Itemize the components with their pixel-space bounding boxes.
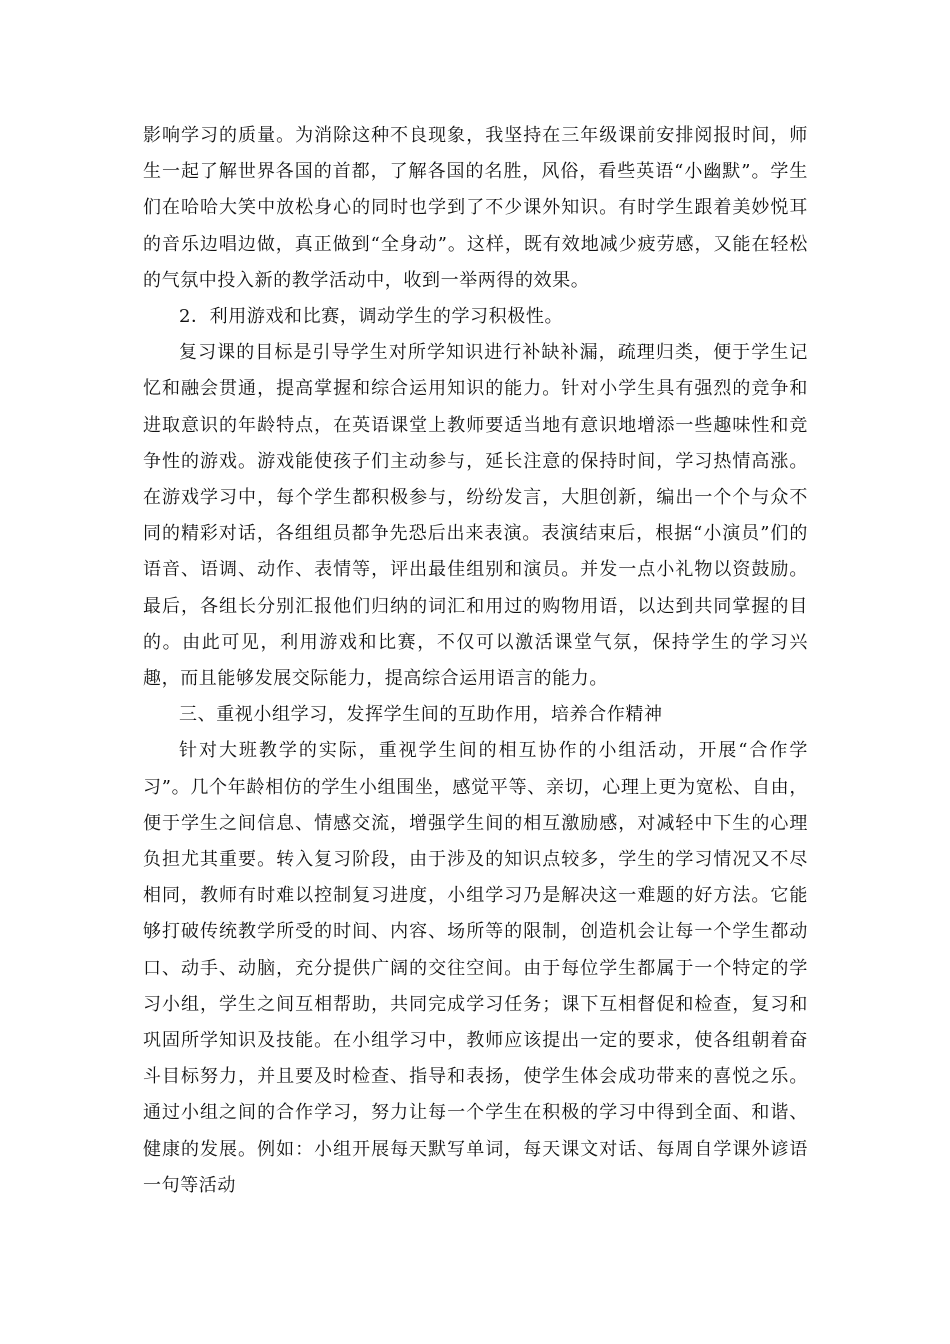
paragraph-cooperative-learning: 针对大班教学的实际，重视学生间的相互协作的小组活动，开展“合作学习”。几个年龄相仿的学生小组围坐，感觉平等、亲切，心理上更为宽松、自由，便于学生之间信息、情感交流，增强学生间的相互激励感，对减轻中下生的心理负担尤其重要。转入复习阶段，由于涉及的知识点较多，学生的学习情况又不尽相同，教师有时难以控制复习进度，小组学习乃是解决这一难题的好方法。它能够打破传统教学所受的时间、内容、场所等的限制，创造机会让每一个学生都动口、动手、动脑，充分提供广阔的交往空间。由于每位学生都属于一个特定的学习小组，学生之间互相帮助，共同完成学习任务；课下互相督促和检查，复习和巩固所学知识及技能。在小组学习中，教师应该提出一定的要求，使各组朝着奋斗目标努力，并且要及时检查、指导和表扬，使学生体会成功带来的喜悦之乐。通过小组之间的合作学习，努力让每一个学生在积极的学习中得到全面、和谐、健康的发展。例如：小组开展每天默写单词，每天课文对话、每周自学课外谚语一句等活动 (143, 740, 808, 1196)
section-heading-group-study: 三、重视小组学习，发挥学生间的互助作用，培养合作精神 (179, 704, 663, 726)
paragraph-subheading-games: 2．利用游戏和比赛，调动学生的学习积极性。 (179, 306, 564, 328)
paragraph-review-class: 复习课的目标是引导学生对所学知识进行补缺补漏，疏理归类，便于学生记忆和融会贯通，提高掌握和综合运用知识的能力。针对小学生具有强烈的竞争和进取意识的年龄特点，在英语课堂上教师要适当地有意识地增添一些趣味性和竞争性的游戏。游戏能使孩子们主动参与，延长注意的保持时间，学习热情高涨。在游戏学习中，每个学生都积极参与，纷纷发言，大胆创新，编出一个个与众不同的精彩对话，各组组员都争先恐后出来表演。表演结束后，根据“小演员”们的语音、语调、动作、表情等，评出最佳组别和演员。并发一点小礼物以资鼓励。最后，各组长分别汇报他们归纳的词汇和用过的购物用语，以达到共同掌握的目的。由此可见，利用游戏和比赛，不仅可以激活课堂气氛，保持学生的学习兴趣，而且能够发展交际能力，提高综合运用语言的能力。 (143, 342, 808, 690)
document-body (143, 118, 808, 1204)
paragraph-continuation: 影响学习的质量。为消除这种不良现象，我坚持在三年级课前安排阅报时间，师生一起了解世界各国的首都，了解各国的名胜，风俗，看些英语“小幽默”。学生们在哈哈大笑中放松身心的同时也学到了不少课外知识。有时学生跟着美妙悦耳的音乐边唱边做，真正做到“全身动”。这样，既有效地减少疲劳感，又能在轻松的气氛中投入新的教学活动中，收到一举两得的效果。 (143, 125, 808, 291)
